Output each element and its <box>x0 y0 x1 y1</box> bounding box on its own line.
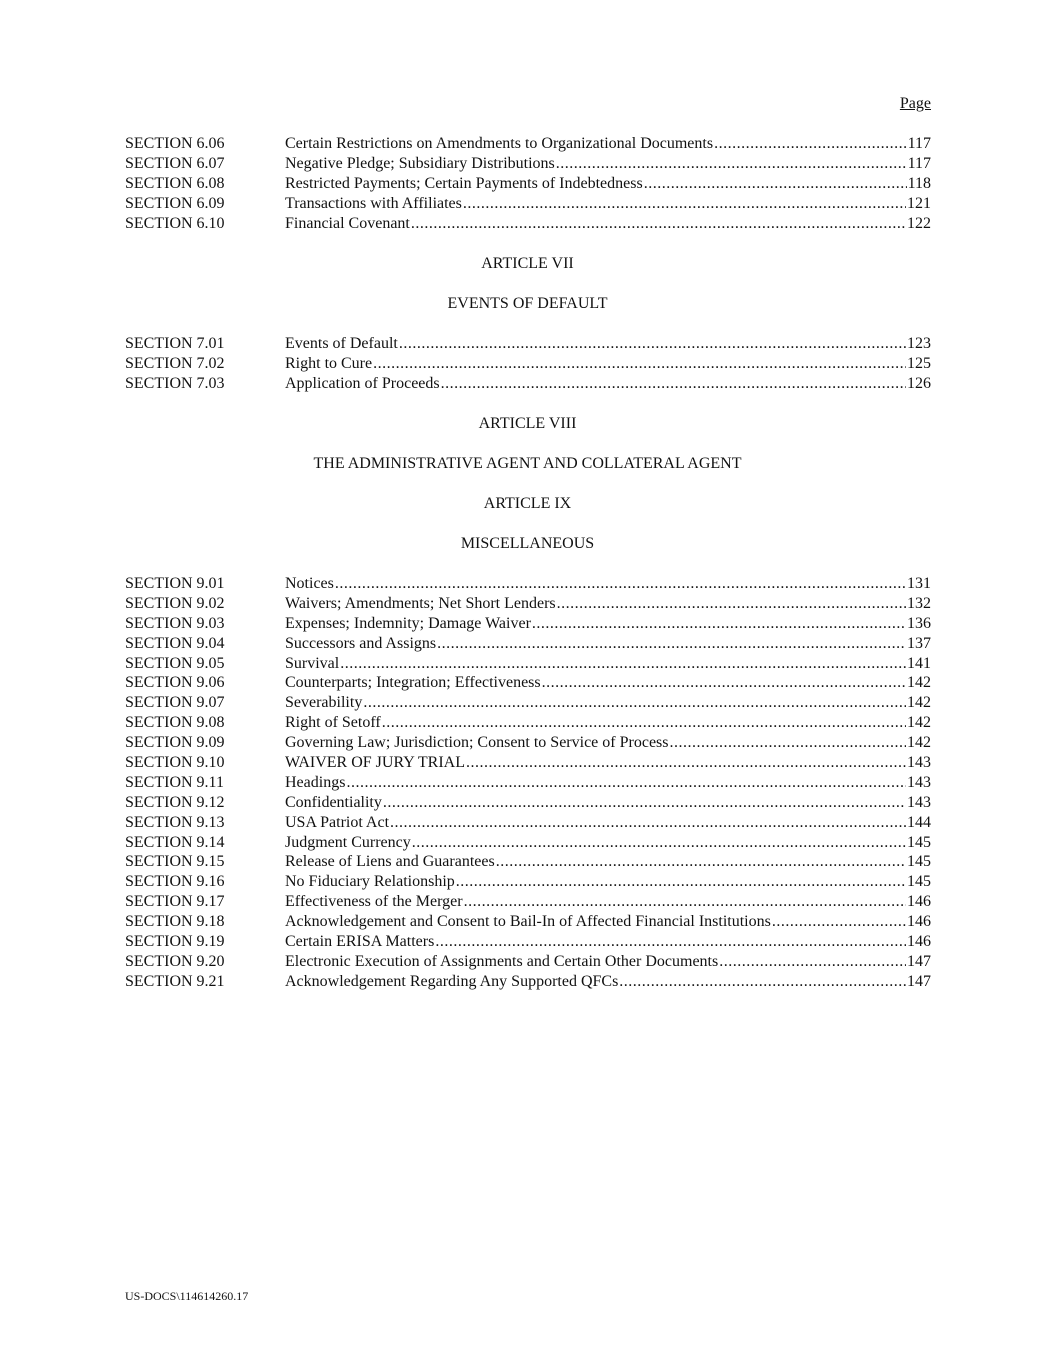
section-number: SECTION 9.06 <box>125 674 225 692</box>
section-title-leader <box>285 892 906 912</box>
section-number: SECTION 9.05 <box>125 654 225 672</box>
section-title-leader <box>285 634 906 654</box>
section-title-leader <box>285 852 906 872</box>
section-page-number: 145 <box>907 873 931 891</box>
dot-leader <box>411 214 906 234</box>
section-title-leader <box>285 733 906 753</box>
section-title: Financial Covenant <box>285 214 410 232</box>
section-number: SECTION 7.02 <box>125 354 225 372</box>
section-page-number: 137 <box>907 634 931 652</box>
section-page-number: 136 <box>907 614 931 632</box>
dot-leader <box>412 833 906 853</box>
toc-row <box>125 912 931 932</box>
section-title: Transactions with Affiliates <box>285 194 462 212</box>
dot-leader <box>435 932 906 952</box>
section-page-number: 118 <box>907 174 931 192</box>
section-number: SECTION 9.18 <box>125 913 225 931</box>
section-page-number: 142 <box>907 734 931 752</box>
dot-leader <box>464 892 906 912</box>
dot-leader <box>714 134 907 154</box>
toc-row <box>125 852 931 872</box>
section-title: Certain ERISA Matters <box>285 933 435 951</box>
toc-row <box>125 693 931 713</box>
toc-block-article-6 <box>125 134 931 233</box>
dot-leader <box>463 194 906 214</box>
section-number: SECTION 6.10 <box>125 214 225 232</box>
toc-row <box>125 174 931 194</box>
section-number: SECTION 9.08 <box>125 714 225 732</box>
section-page-number: 147 <box>907 952 931 970</box>
section-page-number: 122 <box>907 214 931 232</box>
article-8-title: THE ADMINISTRATIVE AGENT AND COLLATERAL AGENT <box>313 455 742 472</box>
dot-leader <box>542 673 906 693</box>
section-title-leader <box>285 594 906 614</box>
section-title-leader <box>285 654 906 674</box>
toc-row <box>125 654 931 674</box>
dot-leader <box>335 574 906 594</box>
section-title: Right of Setoff <box>285 714 381 732</box>
dot-leader <box>383 793 906 813</box>
section-title-leader <box>285 833 906 853</box>
section-page-number: 146 <box>907 933 931 951</box>
toc-row <box>125 773 931 793</box>
toc-row <box>125 214 931 234</box>
article-9-title: MISCELLANEOUS <box>460 535 595 552</box>
dot-leader <box>466 753 906 773</box>
section-title: USA Patriot Act <box>285 813 390 831</box>
section-page-number: 123 <box>907 335 931 352</box>
dot-leader <box>382 713 906 733</box>
toc-row <box>125 833 931 853</box>
section-title: Certain Restrictions on Amendments to Organizational Documents <box>285 135 714 152</box>
section-title-leader <box>285 753 906 773</box>
section-page-number: 131 <box>907 575 931 592</box>
section-title: Notices <box>285 575 334 592</box>
section-number: SECTION 6.09 <box>125 194 225 212</box>
section-number: SECTION 9.14 <box>125 833 225 851</box>
section-number: SECTION 9.20 <box>125 952 225 970</box>
section-page-number: 144 <box>907 813 931 831</box>
section-number: SECTION 9.12 <box>125 793 225 811</box>
toc-row <box>125 374 931 394</box>
section-title-leader <box>285 673 906 693</box>
section-page-number: 143 <box>907 773 931 791</box>
section-title-leader <box>285 972 906 992</box>
section-page-number: 121 <box>907 194 931 212</box>
toc-row <box>125 334 931 354</box>
toc-row <box>125 932 931 952</box>
article-7-label: ARTICLE VII <box>481 255 574 272</box>
dot-leader <box>644 174 907 194</box>
toc-row <box>125 713 931 733</box>
section-page-number: 146 <box>907 913 931 931</box>
section-title: Electronic Execution of Assignments and Certain Other Documents <box>285 952 719 970</box>
section-title: Events of Default <box>285 335 398 352</box>
section-page-number: 142 <box>907 714 931 732</box>
section-page-number: 145 <box>907 833 931 851</box>
toc-row <box>125 634 931 654</box>
dot-leader <box>363 693 906 713</box>
dot-leader <box>441 374 906 394</box>
section-page-number: 125 <box>907 354 931 372</box>
dot-leader <box>373 354 906 374</box>
article-7-title: EVENTS OF DEFAULT <box>447 295 608 312</box>
toc-row <box>125 892 931 912</box>
article-8-label: ARTICLE VIII <box>478 415 577 432</box>
section-page-number: 143 <box>907 793 931 811</box>
toc-block-article-9 <box>125 574 931 992</box>
section-title-leader <box>285 872 906 892</box>
section-title-leader <box>285 912 906 932</box>
section-title: Acknowledgement and Consent to Bail-In of Affected Financial Institutions <box>285 913 771 931</box>
toc-row <box>125 614 931 634</box>
toc-row <box>125 733 931 753</box>
section-number: SECTION 9.11 <box>125 773 224 791</box>
section-number: SECTION 9.10 <box>125 754 225 772</box>
section-title: Waivers; Amendments; Net Short Lenders <box>285 594 556 612</box>
toc-row <box>125 972 931 992</box>
section-number: SECTION 6.07 <box>125 154 225 172</box>
section-number: SECTION 7.01 <box>125 335 225 352</box>
section-title: WAIVER OF JURY TRIAL <box>285 754 466 772</box>
toc-row <box>125 813 931 833</box>
section-title: Severability <box>285 694 363 712</box>
toc-row <box>125 793 931 813</box>
toc-row <box>125 673 931 693</box>
section-page-number: 145 <box>907 853 931 871</box>
toc-row <box>125 354 931 374</box>
section-page-number: 141 <box>907 654 931 672</box>
section-title: No Fiduciary Relationship <box>285 873 455 891</box>
section-number: SECTION 9.03 <box>125 614 225 632</box>
article-9-label: ARTICLE IX <box>483 495 572 512</box>
section-page-number: 117 <box>907 154 931 172</box>
section-number: SECTION 9.19 <box>125 933 225 951</box>
section-number: SECTION 9.15 <box>125 853 225 871</box>
dot-leader <box>556 154 907 174</box>
section-page-number: 142 <box>907 694 931 712</box>
section-title: Successors and Assigns <box>285 634 437 652</box>
toc-row <box>125 154 931 174</box>
section-number: SECTION 9.02 <box>125 594 225 612</box>
dot-leader <box>532 614 906 634</box>
toc-row <box>125 872 931 892</box>
section-number: SECTION 9.13 <box>125 813 225 831</box>
section-number: SECTION 6.08 <box>125 174 225 192</box>
dot-leader <box>772 912 906 932</box>
section-title-leader <box>285 574 906 594</box>
section-title-leader <box>285 813 906 833</box>
section-number: SECTION 9.17 <box>125 893 225 911</box>
toc-row <box>125 574 931 594</box>
dot-leader <box>496 852 906 872</box>
section-title-leader <box>285 614 906 634</box>
section-number: SECTION 9.04 <box>125 634 225 652</box>
dot-leader <box>399 334 906 354</box>
section-title: Release of Liens and Guarantees <box>285 853 495 871</box>
section-title-leader <box>285 194 906 214</box>
toc-row <box>125 952 931 972</box>
section-title-leader <box>285 174 907 194</box>
section-title-leader <box>285 154 907 174</box>
toc-row <box>125 753 931 773</box>
section-title-leader <box>285 693 906 713</box>
section-title-leader <box>285 374 906 394</box>
dot-leader <box>340 654 906 674</box>
toc-block-article-7 <box>125 334 931 394</box>
section-title-leader <box>285 334 906 354</box>
section-title: Judgment Currency <box>285 833 411 851</box>
toc-row <box>125 134 931 154</box>
section-title-leader <box>285 793 906 813</box>
section-page-number: 146 <box>907 893 931 911</box>
dot-leader <box>557 594 906 614</box>
dot-leader <box>456 872 906 892</box>
section-title-leader <box>285 134 907 154</box>
dot-leader <box>390 813 906 833</box>
section-number: SECTION 9.09 <box>125 734 225 752</box>
section-number: SECTION 9.21 <box>125 972 225 990</box>
section-title: Counterparts; Integration; Effectiveness <box>285 674 541 692</box>
document-id-footer: US-DOCS\114614260.17 <box>125 1289 249 1303</box>
dot-leader <box>437 634 906 654</box>
section-page-number: 117 <box>907 135 931 152</box>
section-title: Governing Law; Jurisdiction; Consent to Service of Process <box>285 734 669 752</box>
page-column-label: Page <box>899 95 931 112</box>
section-title: Expenses; Indemnity; Damage Waiver <box>285 614 531 632</box>
section-title: Effectiveness of the Merger <box>285 893 463 911</box>
section-title: Headings <box>285 773 346 791</box>
section-title-leader <box>285 952 906 972</box>
section-title: Negative Pledge; Subsidiary Distributions <box>285 154 555 172</box>
section-page-number: 142 <box>907 674 931 692</box>
section-number: SECTION 7.03 <box>125 374 225 392</box>
toc-row <box>125 194 931 214</box>
dot-leader <box>719 952 906 972</box>
section-page-number: 147 <box>907 972 931 990</box>
section-title-leader <box>285 773 906 793</box>
section-number: SECTION 9.16 <box>125 873 225 891</box>
section-page-number: 132 <box>907 594 931 612</box>
section-title-leader <box>285 713 906 733</box>
toc-row <box>125 594 931 614</box>
dot-leader <box>670 733 907 753</box>
section-title: Right to Cure <box>285 354 373 372</box>
dot-leader <box>619 972 906 992</box>
section-number: SECTION 9.07 <box>125 694 225 712</box>
section-page-number: 143 <box>907 754 931 772</box>
section-title-leader <box>285 354 906 374</box>
section-title: Acknowledgement Regarding Any Supported QFCs <box>285 972 619 990</box>
section-title-leader <box>285 214 906 234</box>
section-title: Confidentiality <box>285 793 382 811</box>
section-number: SECTION 9.01 <box>125 575 225 592</box>
section-title-leader <box>285 932 906 952</box>
section-title: Application of Proceeds <box>285 374 440 392</box>
section-title: Restricted Payments; Certain Payments of Indebtedness <box>285 174 643 192</box>
section-title: Survival <box>285 654 340 672</box>
section-page-number: 126 <box>907 374 931 392</box>
dot-leader <box>346 773 906 793</box>
section-number: SECTION 6.06 <box>125 135 225 152</box>
